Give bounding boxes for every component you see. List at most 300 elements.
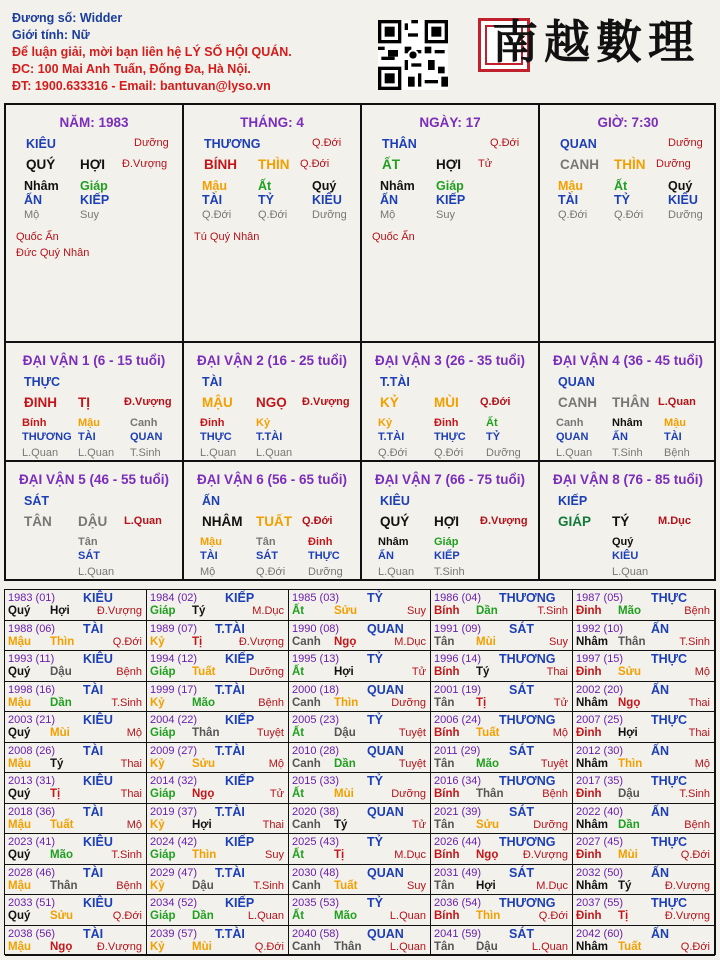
- year-branch: Dần: [50, 696, 72, 709]
- year-god: TÀI: [83, 682, 104, 697]
- year-stem: Kỷ: [150, 635, 165, 648]
- pillar-2: [362, 105, 538, 341]
- hidden-god: TÀI: [558, 193, 579, 207]
- year-label: 2026 (44): [434, 836, 482, 848]
- year-stem: Tân: [434, 696, 455, 709]
- year-cell: [5, 865, 147, 896]
- year-branch: Ngọ: [334, 635, 357, 648]
- hidden-stem: Giáp: [434, 536, 459, 548]
- year-label: 2014 (32): [150, 775, 198, 787]
- pillar-branch-stage: Dưỡng: [656, 158, 691, 170]
- hidden-stem: Quý: [612, 536, 634, 548]
- dai-van-1: [6, 343, 182, 460]
- dai-van-stage: L.Quan: [124, 515, 162, 527]
- year-god: QUAN: [367, 743, 404, 758]
- special-star: Tú Quý Nhân: [194, 231, 260, 243]
- special-star: Quốc Ấn: [16, 231, 59, 243]
- hidden-god: ẤN: [612, 431, 628, 443]
- year-god: THƯƠNG: [499, 774, 556, 788]
- year-stage: Q.Đới: [538, 910, 568, 922]
- dai-van-branch: TÝ: [612, 514, 630, 529]
- year-cell: [573, 651, 715, 682]
- year-branch: Hợi: [618, 727, 638, 739]
- year-stage: Bệnh: [258, 696, 284, 709]
- year-stem: Canh: [292, 757, 321, 770]
- year-branch: Tuất: [476, 727, 500, 739]
- dai-van-title: ĐẠI VẬN 4 (36 - 45 tuổi): [552, 353, 704, 368]
- year-cell: [5, 743, 147, 774]
- year-stem: Kỷ: [150, 696, 165, 709]
- hidden-stem: Giáp: [80, 179, 108, 193]
- pillar-heavenly-stem: BÍNH: [204, 157, 237, 172]
- year-stem: Bính: [434, 910, 460, 922]
- pillar-heavenly-stem: ẤT: [382, 157, 400, 172]
- year-branch: Tý: [476, 666, 490, 678]
- year-stage: Bệnh: [116, 879, 142, 892]
- year-stem: Canh: [292, 940, 321, 953]
- year-stem: Mậu: [8, 635, 31, 648]
- hidden-god: THƯƠNG: [22, 431, 72, 443]
- special-star: Quốc Ấn: [372, 231, 415, 243]
- year-stem: Quý: [8, 849, 31, 861]
- dai-van-stem: CANH: [558, 395, 597, 410]
- year-branch: Tý: [618, 879, 632, 892]
- hidden-god: SÁT: [78, 550, 100, 562]
- hidden-stem: Nhâm: [380, 179, 415, 193]
- year-god: THƯƠNG: [499, 835, 556, 849]
- year-god: SÁT: [509, 621, 534, 636]
- hidden-stem: Tân: [78, 536, 98, 548]
- hidden-stem: Quý: [668, 179, 693, 193]
- dai-van-branch: DẬU: [78, 514, 108, 529]
- year-god: KIẾP: [225, 652, 255, 666]
- year-branch: Tuất: [192, 666, 216, 678]
- year-branch: Thân: [50, 879, 78, 892]
- year-stage: Tuyệt: [256, 727, 284, 739]
- year-stage: L.Quan: [247, 910, 284, 922]
- year-cell: [573, 712, 715, 743]
- hidden-god: SÁT: [256, 550, 278, 562]
- year-label: 2027 (45): [576, 836, 624, 848]
- year-stage: L.Quan: [531, 940, 568, 953]
- dai-van-title: ĐẠI VẬN 6 (56 - 65 tuổi): [196, 472, 348, 487]
- year-stage: Mộ: [552, 727, 568, 739]
- year-cell: [5, 682, 147, 713]
- dai-van-stem: ĐINH: [24, 395, 57, 410]
- year-stem: Kỷ: [150, 879, 165, 892]
- year-branch: Mùi: [50, 727, 70, 739]
- year-stage: L.Quan: [389, 910, 426, 922]
- year-cell: [573, 590, 715, 621]
- year-stage: Mộ: [126, 727, 142, 739]
- year-god: THỰC: [651, 835, 688, 849]
- year-branch: Tý: [334, 818, 348, 831]
- dai-van-stage: Q.Đới: [302, 515, 333, 527]
- year-branch: Sửu: [50, 910, 74, 922]
- year-branch: Tị: [50, 788, 61, 800]
- hidden-god: QUAN: [556, 431, 589, 443]
- dai-van-god: THỰC: [24, 375, 61, 389]
- year-stage: Tử: [411, 666, 426, 678]
- year-label: 2024 (42): [150, 836, 198, 848]
- dai-van-branch: HỢI: [434, 514, 460, 529]
- year-stage: T.Sinh: [111, 696, 142, 709]
- year-god: KIẾP: [225, 835, 255, 849]
- year-stem: Giáp: [150, 849, 176, 861]
- year-stem: Tân: [434, 879, 455, 892]
- dai-van-stage: L.Quan: [658, 396, 696, 408]
- hidden-god: T.TÀI: [378, 431, 405, 443]
- year-branch: Tý: [50, 757, 64, 770]
- year-cell: [573, 621, 715, 652]
- year-branch: Ngọ: [192, 788, 215, 800]
- year-label: 2032 (50): [576, 866, 624, 879]
- dai-van-god: KIÊU: [380, 494, 410, 508]
- dai-van-4: [540, 343, 716, 460]
- pillar-stem-god: QUAN: [560, 137, 597, 151]
- year-god: TÀI: [83, 865, 104, 880]
- year-stage: M.Dục: [252, 605, 284, 617]
- hidden-god: KIÊU: [612, 550, 639, 562]
- hidden-stem: Kỷ: [378, 417, 393, 429]
- year-god: QUAN: [367, 621, 404, 636]
- year-label: 1984 (02): [150, 592, 198, 604]
- year-stage: Suy: [407, 605, 426, 617]
- year-label: 1985 (03): [292, 592, 340, 604]
- year-cell: [573, 926, 715, 957]
- year-stage: Suy: [407, 879, 426, 892]
- year-label: 2034 (52): [150, 897, 198, 909]
- pillar-heavenly-stem: QUÝ: [26, 157, 56, 172]
- year-stem: Ất: [292, 849, 305, 861]
- year-branch: Ngọ: [50, 940, 73, 953]
- hidden-stem: Canh: [556, 417, 584, 429]
- year-branch: Mão: [618, 605, 641, 617]
- year-cell: [5, 651, 147, 682]
- hidden-stem: Đinh: [200, 417, 225, 429]
- year-branch: Mùi: [476, 635, 496, 648]
- qr-code-icon[interactable]: [378, 20, 448, 90]
- pillar-stage: Q.Đới: [312, 137, 342, 149]
- year-stem: Tân: [434, 940, 455, 953]
- year-cell: [289, 804, 431, 835]
- year-stem: Giáp: [150, 605, 176, 617]
- dai-van-6: [184, 462, 360, 579]
- year-cell: [147, 834, 289, 865]
- year-stage: Q.Đới: [112, 910, 142, 922]
- year-branch: Tuất: [618, 940, 642, 953]
- year-stem: Nhâm: [576, 635, 608, 648]
- year-label: 2022 (40): [576, 805, 624, 818]
- year-label: 2018 (36): [8, 805, 56, 818]
- gioi-tinh: Giới tính: Nữ: [12, 28, 90, 42]
- year-cell: [147, 926, 289, 957]
- year-stage: Tử: [553, 696, 568, 709]
- year-label: 2003 (21): [8, 714, 56, 726]
- year-god: T.TÀI: [215, 743, 245, 758]
- year-cell: [289, 926, 431, 957]
- year-god: TỶ: [367, 713, 383, 727]
- hidden-stage: L.Quan: [378, 566, 415, 578]
- year-label: 2013 (31): [8, 775, 56, 787]
- year-branch: Tị: [334, 849, 345, 861]
- year-branch: Dậu: [618, 788, 640, 800]
- year-branch: Hợi: [476, 879, 496, 892]
- dai-van-stem: QUÝ: [380, 514, 410, 529]
- year-stage: Bệnh: [542, 788, 568, 800]
- dai-van-god: SÁT: [24, 494, 49, 508]
- year-label: 2023 (41): [8, 836, 56, 848]
- year-stage: Bệnh: [684, 818, 710, 831]
- year-god: ẤN: [651, 682, 670, 697]
- annual-luck-grid: [4, 589, 716, 955]
- year-stage: Thai: [120, 788, 142, 800]
- year-stage: Tuyệt: [398, 757, 426, 770]
- pillar-stem-god: THÂN: [382, 137, 417, 151]
- hidden-stage: Q.Đới: [256, 566, 286, 578]
- year-branch: Dậu: [192, 879, 214, 892]
- year-god: TỶ: [367, 652, 383, 666]
- hidden-god: ẤN: [24, 193, 43, 207]
- year-god: KIẾP: [225, 896, 255, 910]
- hidden-stem: Mậu: [664, 417, 686, 429]
- year-stage: Mộ: [126, 818, 142, 831]
- year-god: KIÊU: [83, 835, 113, 849]
- hidden-god: THỰC: [200, 431, 232, 443]
- dai-van-title: ĐẠI VẬN 5 (46 - 55 tuổi): [18, 472, 170, 487]
- year-stage: Tử: [269, 788, 284, 800]
- year-stem: Mậu: [8, 940, 31, 953]
- hidden-god: TÀI: [664, 431, 682, 443]
- year-god: QUAN: [367, 926, 404, 941]
- hidden-god: TỶ: [614, 193, 630, 207]
- year-stage: Suy: [265, 849, 284, 861]
- hidden-god: TÀI: [202, 193, 223, 207]
- year-cell: [5, 621, 147, 652]
- year-cell: [289, 743, 431, 774]
- year-god: KIẾP: [225, 774, 255, 788]
- year-label: 2030 (48): [292, 866, 340, 879]
- hidden-stage: L.Quan: [78, 447, 115, 459]
- year-stem: Quý: [8, 605, 31, 617]
- hidden-god: KIÊU: [668, 193, 698, 207]
- pillar-branch-stage: Tử: [478, 158, 493, 170]
- dai-van-god: ẤN: [202, 494, 221, 508]
- year-god: SÁT: [509, 682, 534, 697]
- pillar-title: NĂM: 1983: [59, 115, 129, 130]
- hidden-god: T.TÀI: [256, 431, 283, 443]
- year-cell: [431, 743, 573, 774]
- hidden-stem: Mậu: [78, 417, 100, 429]
- year-stage: Mộ: [694, 666, 710, 678]
- year-stem: Đinh: [576, 788, 602, 800]
- year-label: 2002 (20): [576, 683, 624, 696]
- hidden-stage: Q.Đới: [614, 209, 644, 221]
- year-stage: T.Sinh: [253, 879, 284, 892]
- hidden-stage: Suy: [436, 209, 455, 221]
- year-stem: Giáp: [150, 788, 176, 800]
- year-god: T.TÀI: [215, 682, 245, 697]
- hidden-stage: Q.Đới: [434, 447, 464, 459]
- dai-van-title: ĐẠI VẬN 2 (16 - 25 tuổi): [196, 353, 348, 368]
- year-god: THỰC: [651, 713, 688, 727]
- year-label: 2041 (59): [434, 927, 482, 940]
- year-stem: Quý: [8, 727, 31, 739]
- year-stage: Q.Đới: [680, 940, 710, 953]
- year-cell: [289, 865, 431, 896]
- hidden-god: KIÊU: [312, 193, 342, 207]
- year-label: 2028 (46): [8, 866, 56, 879]
- year-stem: Giáp: [150, 910, 176, 922]
- hidden-stage: Q.Đới: [378, 447, 408, 459]
- pillar-0: [6, 105, 182, 341]
- year-god: ẤN: [651, 621, 670, 636]
- dai-van-god: TÀI: [202, 375, 223, 389]
- year-stem: Mậu: [8, 696, 31, 709]
- year-god: TỶ: [367, 774, 383, 788]
- year-label: 2009 (27): [150, 744, 198, 757]
- year-cell: [431, 712, 573, 743]
- hidden-stem: Đinh: [434, 417, 459, 429]
- year-stem: Ất: [292, 605, 305, 617]
- hidden-stage: L.Quan: [78, 566, 115, 578]
- hidden-stage: Dưỡng: [308, 566, 343, 578]
- hidden-stem: Giáp: [436, 179, 464, 193]
- year-god: TỶ: [367, 896, 383, 910]
- year-stage: Đ.Vượng: [664, 910, 710, 922]
- year-label: 1994 (12): [150, 653, 198, 665]
- year-cell: [289, 834, 431, 865]
- pillar-earthly-branch: HỢI: [80, 157, 106, 172]
- hidden-god: THỰC: [308, 550, 340, 562]
- dai-van-title: ĐẠI VẬN 8 (76 - 85 tuổi): [552, 472, 704, 487]
- year-branch: Dần: [476, 605, 498, 617]
- year-stem: Nhâm: [576, 879, 608, 892]
- year-stage: Bệnh: [116, 666, 142, 678]
- year-god: THƯƠNG: [499, 591, 556, 605]
- hidden-stem: Tân: [256, 536, 276, 548]
- dai-van-stem: MẬU: [202, 395, 233, 410]
- year-god: TÀI: [83, 926, 104, 941]
- year-god: TÀI: [83, 743, 104, 758]
- year-cell: [5, 834, 147, 865]
- year-branch: Sửu: [192, 757, 216, 770]
- hidden-stage: Q.Đới: [558, 209, 588, 221]
- year-label: 2016 (34): [434, 775, 482, 787]
- year-god: SÁT: [509, 865, 534, 880]
- year-label: 2021 (39): [434, 805, 482, 818]
- year-branch: Thìn: [334, 696, 359, 709]
- year-label: 2017 (35): [576, 775, 624, 787]
- year-stem: Tân: [434, 635, 455, 648]
- pillar-earthly-branch: HỢI: [436, 157, 462, 172]
- year-stem: Canh: [292, 696, 321, 709]
- duong-so: Đương số: Widder: [12, 11, 123, 25]
- year-stem: Kỷ: [150, 757, 165, 770]
- year-god: THƯƠNG: [499, 713, 556, 727]
- year-branch: Hợi: [192, 818, 212, 831]
- header-info: [12, 10, 342, 95]
- year-branch: Thân: [192, 727, 220, 739]
- dai-van-8: [540, 462, 716, 579]
- pillar-title: NGÀY: 17: [419, 115, 481, 130]
- hidden-god: KIẾP: [80, 193, 110, 207]
- year-god: TÀI: [83, 804, 104, 819]
- year-branch: Thân: [334, 940, 362, 953]
- hidden-stem: Nhâm: [24, 179, 59, 193]
- year-cell: [573, 834, 715, 865]
- hidden-god: ẤN: [380, 193, 399, 207]
- year-branch: Thìn: [50, 635, 75, 648]
- hidden-stem: Mậu: [200, 536, 222, 548]
- year-cell: [147, 621, 289, 652]
- brand-logo: 南越數理: [492, 15, 700, 69]
- year-branch: Hợi: [334, 666, 354, 678]
- year-label: 2033 (51): [8, 897, 56, 909]
- year-cell: [147, 712, 289, 743]
- year-god: SÁT: [509, 804, 534, 819]
- dai-van-stem: TÂN: [24, 514, 52, 529]
- year-label: 2000 (18): [292, 683, 340, 696]
- year-stage: Tuyệt: [398, 727, 426, 739]
- year-stage: Thai: [688, 727, 710, 739]
- hidden-god: TÀI: [78, 431, 96, 443]
- dai-van-title: ĐẠI VẬN 7 (66 - 75 tuổi): [374, 472, 526, 487]
- year-stage: Q.Đới: [680, 849, 710, 861]
- year-label: 2010 (28): [292, 744, 340, 757]
- pillar-title: THÁNG: 4: [240, 115, 304, 130]
- dai-van-god: QUAN: [558, 375, 595, 389]
- year-stem: Nhâm: [576, 696, 608, 709]
- year-cell: [147, 590, 289, 621]
- year-stage: Q.Đới: [254, 940, 284, 953]
- year-cell: [5, 804, 147, 835]
- year-stage: Thai: [688, 696, 710, 709]
- year-label: 1989 (07): [150, 622, 198, 635]
- hidden-stage: T.Sinh: [434, 566, 465, 578]
- year-stage: Q.Đới: [112, 635, 142, 648]
- hidden-stem: Mậu: [202, 179, 227, 193]
- year-god: THỰC: [651, 774, 688, 788]
- hidden-stem: Canh: [130, 417, 158, 429]
- year-label: 2035 (53): [292, 897, 340, 909]
- year-label: 2007 (25): [576, 714, 624, 726]
- pillar-stem-god: KIÊU: [26, 137, 56, 151]
- year-god: T.TÀI: [215, 621, 245, 636]
- year-branch: Tuất: [50, 818, 74, 831]
- year-cell: [431, 590, 573, 621]
- year-stage: Mộ: [268, 757, 284, 770]
- year-branch: Mùi: [192, 940, 212, 953]
- year-label: 1999 (17): [150, 683, 198, 696]
- year-stage: T.Sinh: [537, 605, 568, 617]
- year-label: 2005 (23): [292, 714, 340, 726]
- year-label: 2012 (30): [576, 744, 624, 757]
- pillar-earthly-branch: THÌN: [258, 157, 290, 172]
- year-stem: Canh: [292, 818, 321, 831]
- year-cell: [431, 773, 573, 804]
- year-stage: Thai: [262, 818, 284, 831]
- year-cell: [289, 651, 431, 682]
- year-branch: Tị: [618, 910, 629, 922]
- year-branch: Dần: [618, 818, 640, 831]
- year-label: 2036 (54): [434, 897, 482, 909]
- hidden-stage: Bệnh: [664, 447, 690, 459]
- hidden-stem: Đinh: [308, 536, 333, 548]
- year-cell: [431, 865, 573, 896]
- year-god: ẤN: [651, 743, 670, 758]
- year-cell: [431, 834, 573, 865]
